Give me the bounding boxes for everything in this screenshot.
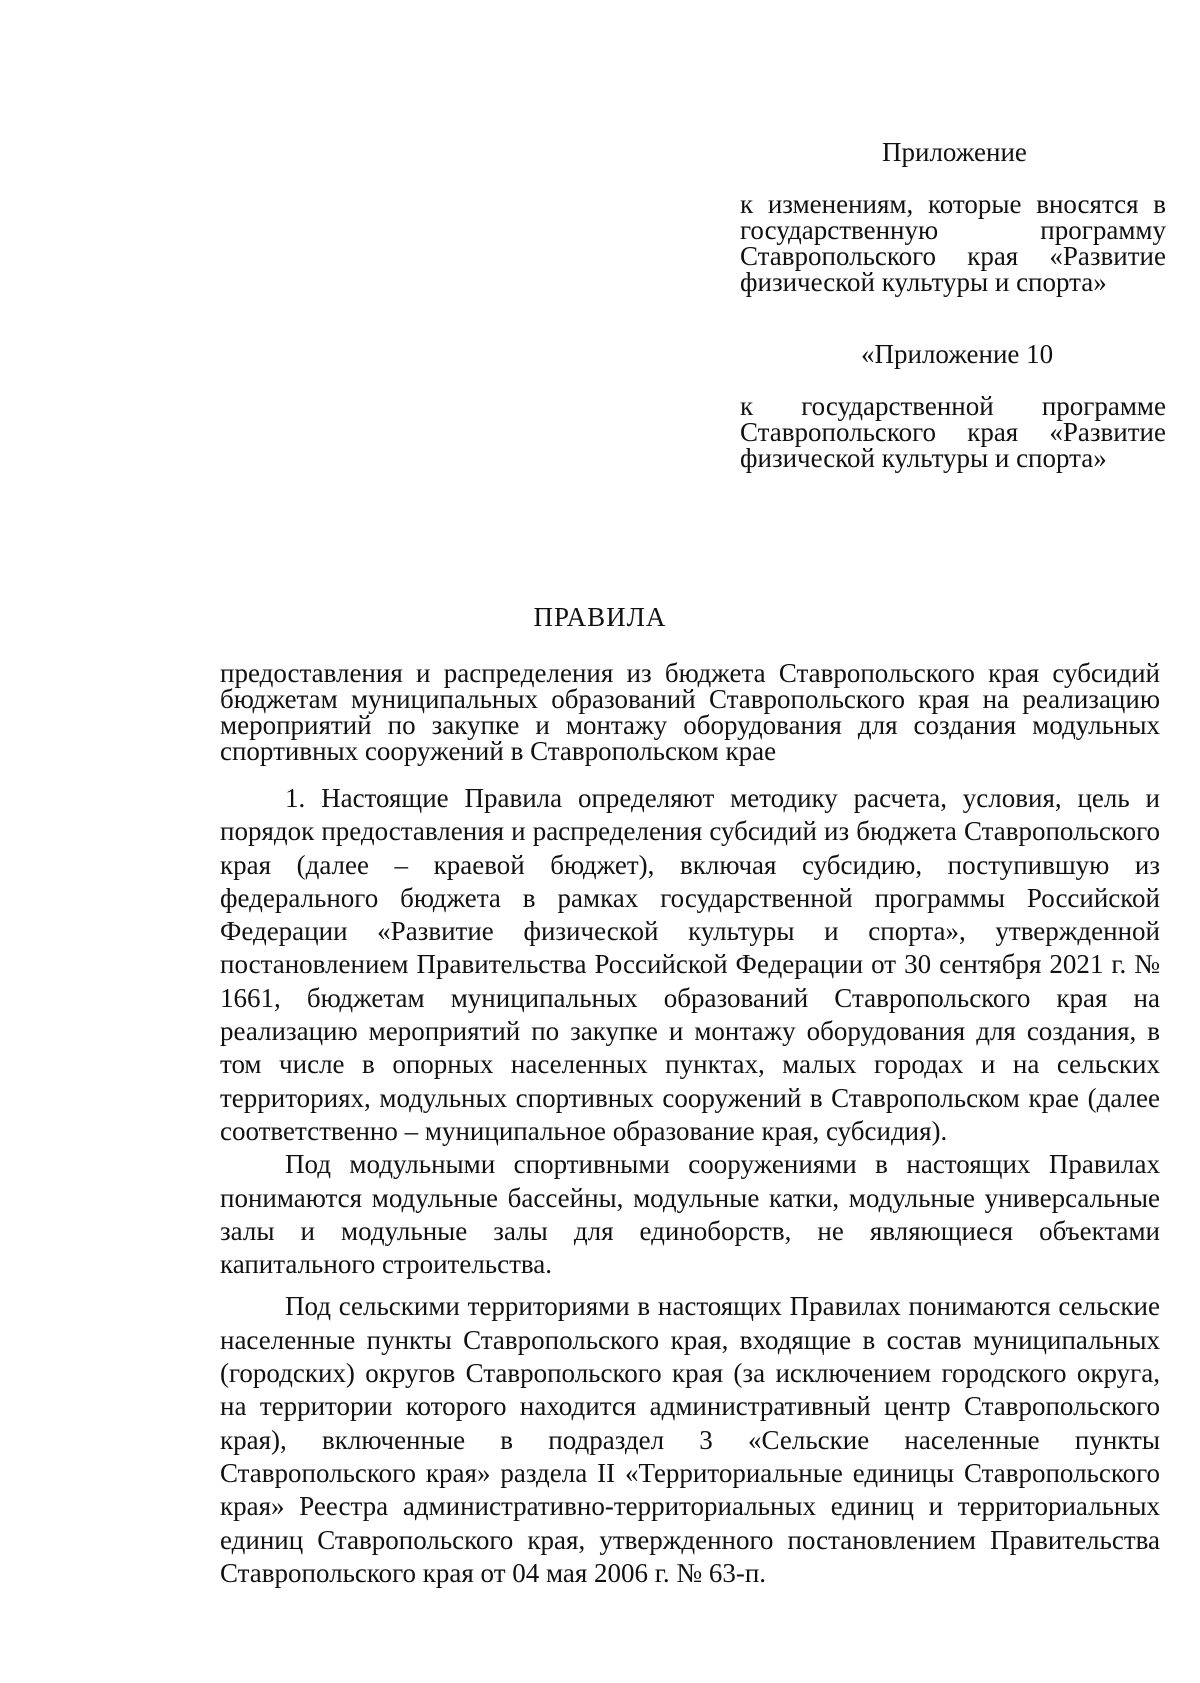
appendix-10-text: к государственной программе Ставропольского края «Развитие физической культуры и спорта» — [740, 391, 1166, 473]
appendix-title: Приложение — [882, 137, 1027, 167]
document-subtitle: предоставления и распределения из бюджета Ставропольского края субсидий бюджетам муниципальных образований Ставропольского края на реализацию мероприятий по закупке и монтажу оборудования для создания модульных спортивных сооружений в Ставропольском крае — [220, 658, 1160, 766]
appendix-text: к изменениям, которые вносятся в государственную программу Ставропольского края «Развитие физической культуры и спорта» — [740, 189, 1166, 297]
body-paragraph-2: Под модульными спортивными сооружениями в настоящих Правилах понимаются модульные бассейны, модульные катки, модульные универсальные залы и модульные залы для единоборств, не являющиеся объектами капитального строительства. — [220, 1149, 1160, 1280]
document-title: ПРАВИЛА — [533, 602, 667, 632]
body-paragraph-3: Под сельскими территориями в настоящих Правилах понимаются сельские населенные пункты Ставропольского края, входящие в состав муниципальных (городских) округов Ставропольского края (за исключением городского округа, на территории которого находится административный центр Ставропольского края), включенные в подраздел 3 «Сельские населенные пункты Ставропольского края» раздела II «Территориальные единицы Ставропольского края» Реестра административно-территориальных единиц и территориальных единиц Ставропольского края, утвержденного постановлением Правительства Ставропольского края от 04 мая 2006 г. № 63-п. — [220, 1291, 1160, 1588]
appendix-10-title: «Приложение 10 — [861, 339, 1054, 369]
body-paragraph-1: 1. Настоящие Правила определяют методику расчета, условия, цель и порядок предоставления и распределения субсидий из бюджета Ставропольского края (далее – краевой бюджет), включая субсидию, поступившую из федерального бюджета в рамках государственной программы Российской Федерации «Развитие физической культуры и спорта», утвержденной постановлением Правительства Российской Федерации от 30 сентября 2021 г. № 1661, бюджетам муниципальных образований Ставропольского края на реализацию мероприятий по закупке и монтажу оборудования для создания, в том числе в опорных населенных пунктах, малых городах и на сельских территориях, модульных спортивных сооружений в Ставропольском крае (далее соответственно – муниципальное образование края, субсидия). — [220, 783, 1160, 1146]
document-body — [220, 782, 1160, 1590]
